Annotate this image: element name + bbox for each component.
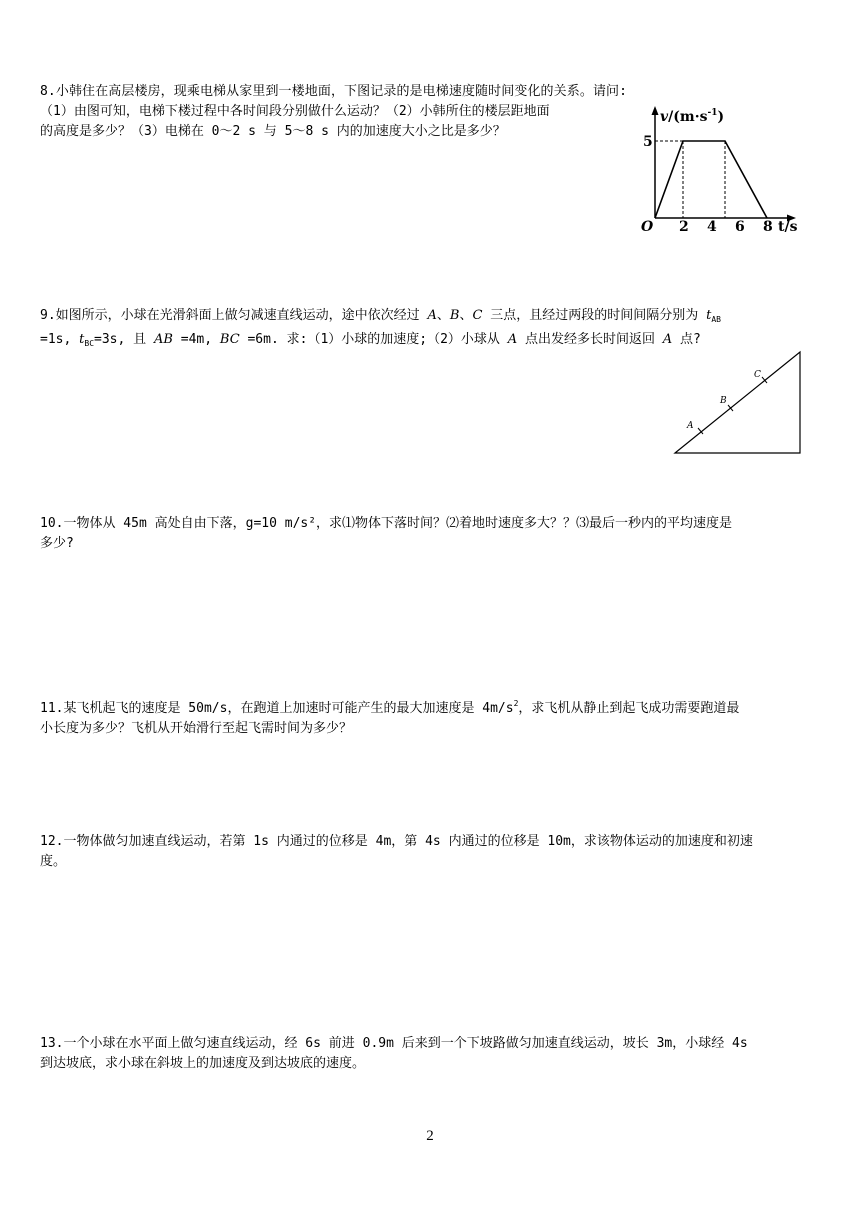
- y-label-exp: -1: [707, 108, 718, 118]
- q9-point-a-3: A: [662, 332, 673, 347]
- q9-text-7: 点出发经多长时间返回: [517, 332, 663, 347]
- page-number: 2: [426, 1128, 434, 1144]
- q11-text-1: 11.某飞机起飞的速度是 50m/s，在跑道上加速时可能产生的最大加速度是 4m/s: [40, 701, 514, 716]
- x-axis-label: t/s: [778, 219, 798, 235]
- q9-sep-1: 、: [436, 308, 450, 323]
- q9-bc: BC: [219, 332, 240, 347]
- y-label-v: v: [660, 109, 669, 125]
- question-9-line-1: [40, 306, 721, 330]
- incline-triangle: [675, 352, 800, 453]
- q11-sup: 2: [513, 699, 519, 708]
- q9-text-3: =1s,: [40, 332, 80, 347]
- question-8-line-1: 8.小韩住在高层楼房，现乘电梯从家里到一楼地面，下图记录的是电梯速度随时间变化的关系。请问:: [40, 84, 628, 99]
- question-13-line-2: 到达坡底，求小球在斜坡上的加速度及到达坡底的速度。: [40, 1056, 366, 1071]
- fig-label-c: C: [754, 370, 761, 380]
- question-8-line-2: （1）由图可知，电梯下楼过程中各时间段分别做什么运动？（2）小韩所住的楼层距地面: [40, 104, 550, 119]
- q9-point-a-2: A: [507, 332, 518, 347]
- q9-point-a: A: [427, 308, 437, 323]
- question-11-line-2: 小长度为多少？飞机从开始滑行至起飞需时间为多少？: [40, 721, 353, 736]
- q9-text-4: =3s, 且: [94, 332, 154, 347]
- question-12-line-2: 度。: [40, 854, 67, 869]
- q9-t-bc: t: [79, 332, 85, 347]
- q9-t-bc-sub: BC: [84, 339, 95, 348]
- series-line: [655, 141, 767, 218]
- y-axis-arrow-icon: [652, 106, 659, 115]
- x-tick-label-4: 4: [707, 219, 717, 235]
- origin-label: O: [641, 219, 654, 235]
- q9-text-1: 9.如图所示，小球在光滑斜面上做匀减速直线运动，途中依次经过: [40, 308, 428, 323]
- q11-text-2: ，求飞机从静止到起飞成功需要跑道最: [518, 701, 740, 716]
- q9-text-6: =6m. 求:（1）小球的加速度;（2）小球从: [239, 332, 508, 347]
- fig-label-b: B: [720, 396, 727, 406]
- q9-point-c: C: [472, 308, 483, 323]
- question-11-line-1: [40, 694, 739, 719]
- q9-ab: AB: [153, 332, 173, 347]
- question-10: [40, 514, 732, 554]
- question-9-line-2: [40, 330, 721, 354]
- q9-sep-2: 、: [459, 308, 473, 323]
- q9-text-5: =4m,: [172, 332, 220, 347]
- question-8-line-3: 的高度是多少？（3）电梯在 0～2 s 与 5～8 s 内的加速度大小之比是多少？: [40, 124, 506, 139]
- q9-point-b: B: [449, 308, 460, 323]
- question-12-line-1: 12.一物体做匀加速直线运动，若第 1s 内通过的位移是 4m，第 4s 内通过的位移是 10m，求该物体运动的加速度和初速: [40, 834, 753, 849]
- velocity-time-graph: [630, 100, 810, 235]
- question-10-line-2: 多少?: [40, 536, 74, 551]
- x-tick-label-8: 8: [763, 219, 773, 235]
- question-8: [40, 82, 627, 142]
- x-tick-label-6: 6: [735, 219, 745, 235]
- incline-figure: [670, 348, 810, 458]
- y-label-unit: /(m·s: [668, 109, 708, 125]
- question-11: [40, 694, 739, 739]
- fig-label-a: A: [687, 421, 694, 431]
- question-13: [40, 1034, 748, 1074]
- x-tick-label-2: 2: [679, 219, 689, 235]
- question-9: [40, 306, 721, 354]
- q9-text-8: 点?: [672, 332, 701, 347]
- y-tick-label-5: 5: [643, 134, 653, 150]
- question-13-line-1: 13.一个小球在水平面上做匀速直线运动，经 6s 前进 0.9m 后来到一个下坡路做匀加速直线运动，坡长 3m，小球经 4s: [40, 1036, 748, 1051]
- q9-t-ab-sub: AB: [711, 315, 721, 324]
- y-label-close: ): [717, 109, 725, 125]
- q9-text-2: 三点，且经过两段的时间间隔分别为: [482, 308, 707, 323]
- question-12: [40, 832, 753, 872]
- question-10-line-1: 10.一物体从 45m 高处自由下落，g=10 m/s²，求⑴物体下落时间？⑵着地时速度多大？？⑶最后一秒内的平均速度是: [40, 516, 733, 531]
- q9-t-ab: t: [706, 308, 712, 323]
- y-axis-label: [660, 108, 724, 125]
